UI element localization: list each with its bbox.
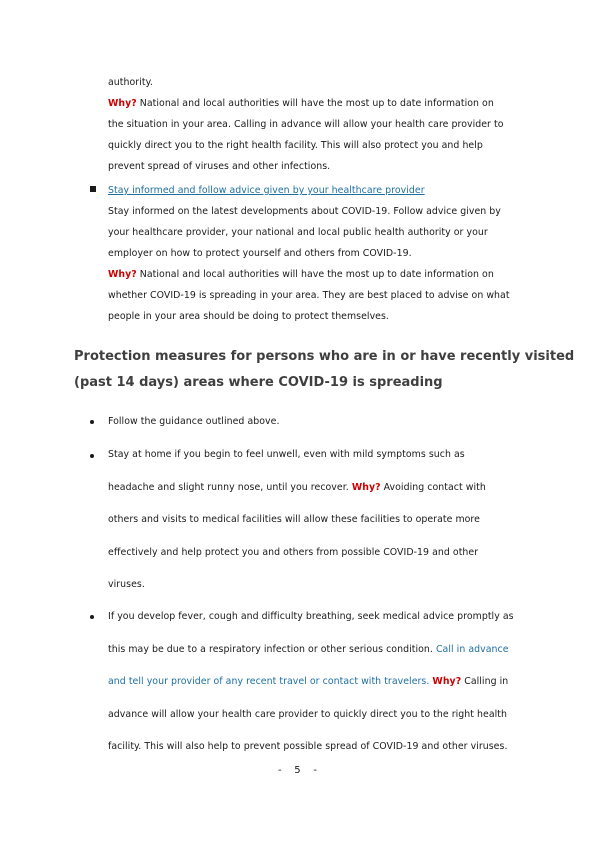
- text-line: the situation in your area. Calling in advance will allow your health care provider to: [108, 119, 504, 130]
- paragraph-authority-advice: [108, 72, 528, 177]
- bullet-seek-medical-advice: [108, 601, 528, 764]
- text-span: this may be due to a respiratory infection or other serious condition.: [108, 643, 436, 655]
- text-line: advance will allow your health care provider to quickly direct you to the right health: [108, 708, 508, 720]
- why-label: Why?: [351, 481, 381, 493]
- why-label: Why?: [108, 98, 137, 109]
- text-line: Stay at home if you begin to feel unwell, even with mild symptoms such as: [108, 449, 465, 460]
- tell-provider-text: and tell your provider of any recent travel or contact with travelers.: [108, 676, 430, 687]
- bullet-follow-guidance: [108, 406, 528, 439]
- why-label: Why?: [432, 676, 462, 687]
- text-span: headache and slight runny nose, until you recover.: [108, 481, 352, 493]
- section-heading: [74, 344, 575, 396]
- text-line: viruses.: [108, 579, 145, 590]
- why-explanation: National and local authorities will have the most up to date information on: [136, 269, 494, 280]
- text-line: prevent spread of viruses and other infections.: [108, 161, 331, 172]
- text-line: people in your area should be doing to protect themselves.: [108, 311, 389, 322]
- text-line: authority.: [108, 77, 153, 88]
- square-bullet-icon: [90, 186, 96, 192]
- text-line: Follow the guidance outlined above.: [108, 416, 280, 427]
- text-line: [108, 666, 528, 699]
- bullet-dot-icon: [90, 420, 94, 424]
- bullet-dot-icon: [90, 615, 94, 619]
- text-line: [108, 472, 528, 505]
- text-line: If you develop fever, cough and difficulty breathing, seek medical advice promptly as: [108, 611, 514, 622]
- text-line: quickly direct you to the right health facility. This will also protect you and help: [108, 140, 483, 151]
- text-line: [108, 264, 528, 285]
- text-line: effectively and help protect you and others from possible COVID-19 and other: [108, 546, 479, 558]
- text-line: [108, 634, 528, 667]
- text-line: your healthcare provider, your national and local public health authority or your: [108, 227, 488, 238]
- call-in-advance-text: Call in advance: [435, 643, 509, 655]
- text-span: Calling in: [461, 676, 509, 687]
- text-line: Stay informed on the latest developments about COVID-19. Follow advice given by: [108, 206, 501, 217]
- heading-line: Protection measures for persons who are in or have recently visited: [74, 349, 575, 364]
- text-line: [108, 180, 528, 201]
- why-label: Why?: [108, 269, 137, 280]
- text-line: whether COVID-19 is spreading in your area. They are best placed to advise on what: [108, 290, 510, 301]
- bullet-dot-icon: [90, 454, 94, 458]
- paragraph-stay-informed: [108, 180, 528, 327]
- text-line: facility. This will also help to prevent possible spread of COVID-19 and other viruses.: [108, 741, 508, 752]
- stay-informed-title: Stay informed and follow advice given by your healthcare provider: [108, 185, 425, 196]
- text-line: [108, 93, 528, 114]
- heading-line: (past 14 days) areas where COVID-19 is spreading: [74, 375, 443, 390]
- page-number: - 5 -: [277, 765, 317, 776]
- text-line: others and visits to medical facilities will allow these facilities to operate more: [108, 514, 480, 525]
- bullet-stay-home: [108, 439, 528, 602]
- why-explanation: National and local authorities will have the most up to date information on: [136, 98, 494, 109]
- text-line: employer on how to protect yourself and others from COVID-19.: [108, 248, 412, 259]
- text-span: Avoiding contact with: [380, 481, 486, 493]
